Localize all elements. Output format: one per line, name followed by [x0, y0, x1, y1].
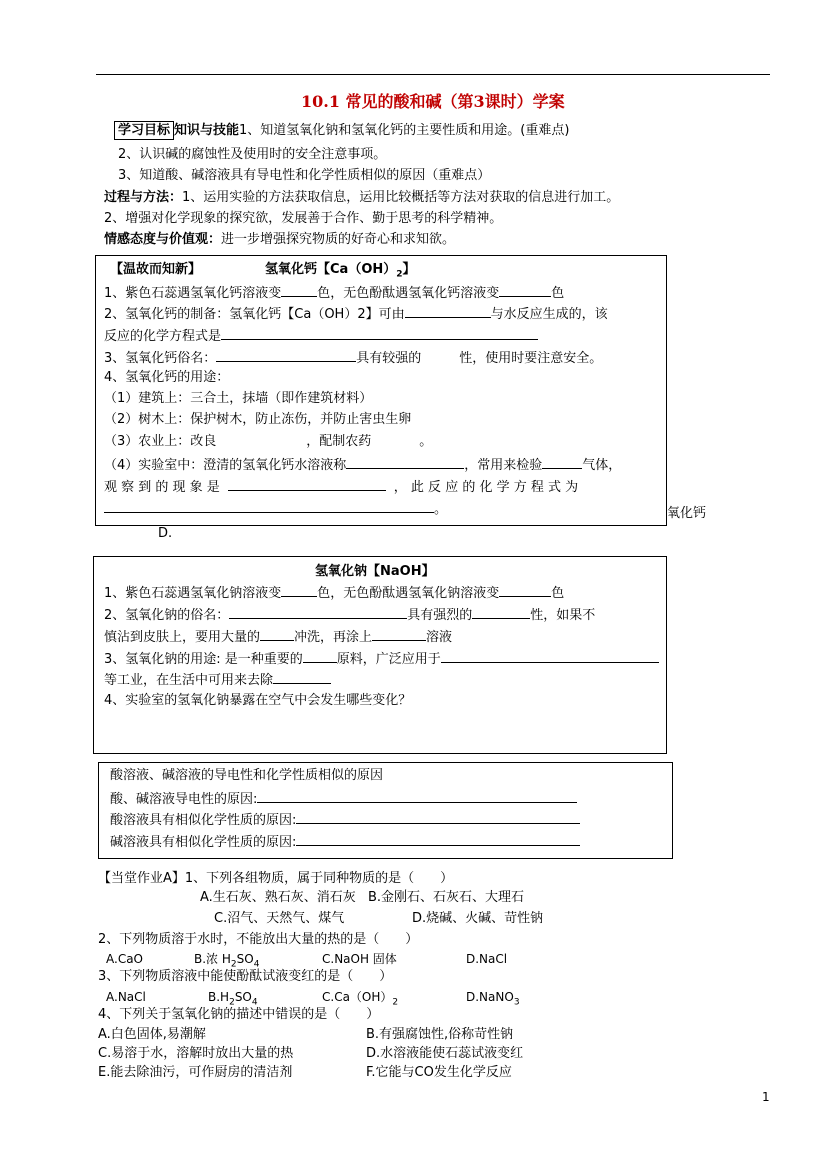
question-3: 3、下列物质溶液中能使酚酞试液变红的是（ ） — [98, 969, 393, 984]
caoh-line-4: 3、氢氧化钙俗名： 具有较强的 性，使用时要注意安全。 — [104, 351, 603, 366]
objectives-line-1 — [114, 124, 569, 137]
answer-blank[interactable] — [303, 651, 337, 663]
answer-blank[interactable] — [260, 629, 294, 641]
emotion-label: 情感态度与价值观： — [104, 232, 222, 247]
answer-blank[interactable] — [229, 607, 407, 619]
q4-option-a: A.白色固体,易潮解 — [98, 1027, 206, 1042]
reason-line-4: 碱溶液具有相似化学性质的原因: — [110, 834, 580, 849]
q1-option-d: D.烧碱、火碱、苛性钠 — [412, 911, 544, 926]
answer-blank[interactable] — [296, 834, 580, 846]
caoh-line-5: 4、氢氧化钙的用途： — [104, 370, 230, 385]
answer-blank[interactable] — [281, 585, 317, 597]
review-tag: 【温故而知新】 — [110, 262, 202, 277]
reason-line-1: 酸溶液、碱溶液的导电性和化学性质相似的原因 — [110, 768, 384, 783]
answer-blank[interactable] — [405, 306, 491, 318]
caoh-use-5: 观 察 到 的 现 象 是 ， 此 反 应 的 化 学 方 程 式 为 — [104, 480, 579, 495]
answer-blank[interactable] — [221, 328, 538, 340]
overflow-d: D. — [158, 526, 173, 541]
caoh-heading-line — [110, 263, 416, 280]
caoh-use-4: （4）实验室中：澄清的氢氧化钙水溶液称 ，常用来检验 气体， — [104, 458, 622, 473]
process-line — [104, 191, 619, 204]
q2-option-c: C.NaOH 固体 — [322, 952, 397, 966]
q1-option-b: B.金刚石、石灰石、大理石 — [368, 890, 525, 905]
answer-blank[interactable] — [281, 285, 317, 297]
caoh-use-1: （1）建筑上：三合土，抹墙（即作建筑材料） — [104, 391, 373, 406]
caoh-line-3: 反应的化学方程式是 — [104, 328, 538, 343]
q4-option-c: C.易溶于水，溶解时放出大量的热 — [98, 1046, 294, 1061]
answer-blank[interactable] — [216, 350, 356, 362]
q2-option-b: B.浓 $H_2SO_4$ — [194, 952, 260, 970]
naoh-line-5: 等工业，在生活中可用来去除 — [104, 672, 331, 687]
objective-k1: 1、知道氢氧化钠和氢氧化钙的主要性质和用途。(重难点) — [239, 123, 570, 138]
process-label: 过程与方法： — [104, 190, 183, 205]
header-rule — [96, 74, 770, 75]
naoh-line-4: 3、氢氧化钠的用途: 是一种重要的 原料，广泛应用于 — [104, 651, 659, 666]
caoh-use-2: （2）树木上：保护树木，防止冻伤，并防止害虫生卵 — [104, 412, 412, 427]
q4-option-d: D.水溶液能使石蕊试液变红 — [366, 1046, 524, 1061]
page-title: 10.1 常见的酸和碱（第3课时）学案 — [301, 92, 565, 111]
q1-option-c: C.沼气、天然气、煤气 — [214, 911, 345, 926]
q3-option-c: $C.Ca(OH)_2$ — [322, 990, 399, 1008]
naoh-line-3: 慎沾到皮肤上，要用大量的 冲洗，再涂上 溶液 — [104, 630, 453, 645]
emotion-text: 进一步增强探究物质的好奇心和求知欲。 — [221, 232, 456, 247]
question-1: 【当堂作业A】1、下列各组物质，属于同种物质的是（ ） — [98, 871, 454, 886]
q2-option-a: A.CaO — [106, 952, 143, 966]
overflow-text: 氧化钙 — [667, 506, 707, 521]
reason-line-3: 酸溶液具有相似化学性质的原因: — [110, 812, 580, 827]
answer-blank[interactable] — [372, 629, 426, 641]
objective-k3: 3、知道酸、碱溶液具有导电性和化学性质相似的原因（重难点） — [118, 168, 491, 183]
naoh-line-6: 4、实验室的氢氧化钠暴露在空气中会发生哪些变化？ — [104, 693, 412, 708]
q2-option-d: D.NaCl — [466, 952, 508, 966]
caoh-use-3: （3）农业上：改良 ，配制农药 。 — [104, 434, 433, 449]
q4-option-e: E.能去除油污，可作厨房的清洁剂 — [98, 1065, 293, 1080]
caoh-line-1: 1、紫色石蕊遇氢氧化钙溶液变 色，无色酚酞遇氢氧化钙溶液变 色 — [104, 286, 565, 301]
q3-option-b: $B.H_2SO_4$ — [208, 990, 258, 1008]
answer-blank[interactable] — [499, 285, 551, 297]
q4-option-f: F.它能与CO发生化学反应 — [366, 1065, 512, 1080]
naoh-line-2: 2、氢氧化钠的俗名： 具有强烈的 性，如果不 — [104, 608, 596, 623]
answer-blank[interactable] — [104, 501, 434, 513]
q3-option-a: A.NaCl — [106, 990, 146, 1004]
q1-option-a: A.生石灰、熟石灰、消石灰 — [200, 890, 356, 905]
answer-blank[interactable] — [472, 607, 530, 619]
answer-blank[interactable] — [542, 457, 582, 469]
answer-blank[interactable] — [441, 651, 659, 663]
objectives-tag: 学习目标 — [114, 121, 174, 140]
answer-blank[interactable] — [296, 812, 580, 824]
answer-blank[interactable] — [499, 585, 551, 597]
question-4: 4、下列关于氢氧化钠的描述中错误的是（ ） — [98, 1007, 380, 1022]
naoh-line-1: 1、紫色石蕊遇氢氧化钠溶液变 色，无色酚酞遇氢氧化钠溶液变 色 — [104, 586, 565, 601]
naoh-heading: 氢氧化钠【NaOH】 — [315, 564, 435, 579]
answer-blank[interactable] — [228, 479, 386, 491]
answer-blank[interactable] — [257, 791, 577, 803]
knowledge-label: 知识与技能 — [174, 123, 240, 138]
reason-line-2: 酸、碱溶液导电性的原因: — [110, 791, 577, 806]
objective-p1: 1、运用实验的方法获取信息，运用比较概括等方法对获取的信息进行加工。 — [182, 190, 620, 205]
question-2: 2、下列物质溶于水时，不能放出大量的热的是（ ） — [98, 932, 419, 947]
caoh-line-2: 2、氢氧化钙的制备：氢氧化钙【Ca（OH）2】可由 与水反应生成的，该 — [104, 307, 608, 322]
answer-blank[interactable] — [273, 672, 331, 684]
emotion-line — [104, 233, 455, 246]
objective-p2: 2、增强对化学现象的探究欲，发展善于合作、勤于思考的科学精神。 — [104, 211, 503, 226]
q4-option-b: B.有强腐蚀性,俗称苛性钠 — [366, 1027, 514, 1042]
q3-option-d: D.NaNO$_3$ — [466, 990, 520, 1008]
caoh-heading: 氢氧化钙【$Ca(OH)_2$】 — [265, 262, 416, 280]
answer-blank[interactable] — [346, 457, 464, 469]
caoh-use-6: 。 — [104, 501, 447, 516]
page-number: 1 — [762, 1090, 770, 1104]
objective-k2: 2、认识碱的腐蚀性及使用时的安全注意事项。 — [118, 147, 387, 162]
